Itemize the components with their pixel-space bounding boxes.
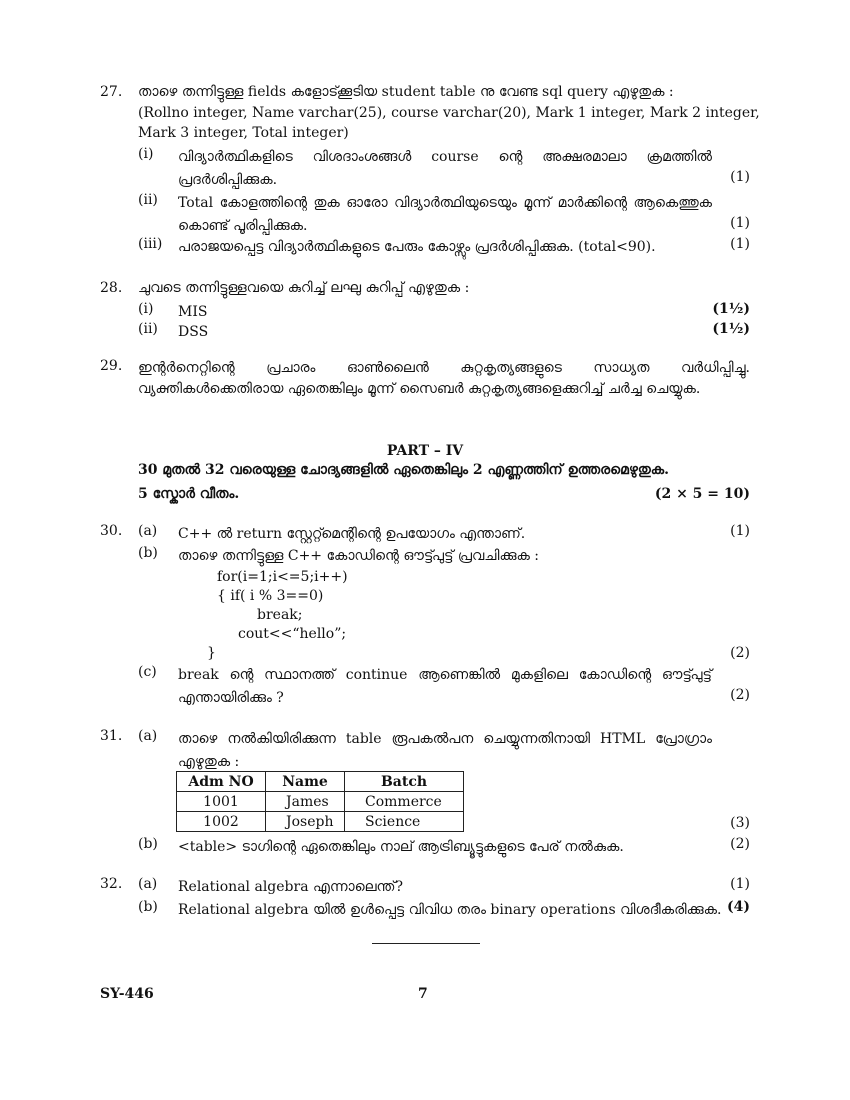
sub-label: (ii) [138, 192, 158, 208]
fields-line-1: (Rollno integer, Name varchar(25), course varchar(20), Mark 1 integer, Mark 2 integer, [138, 105, 760, 121]
sub-text: താഴെ നൽകിയിരിക്കുന്ന table രൂപകൽപന ചെയ്യുന്നതിനായി HTML പ്രോഗ്രാം എഴുതുക : [178, 731, 712, 770]
sub-label: (b) [138, 545, 158, 561]
table-row [177, 792, 464, 812]
question-number: 27. [100, 84, 123, 100]
table-cell: Science [345, 812, 464, 832]
code-line: cout<<“hello”; [238, 626, 347, 642]
admission-table [176, 771, 464, 832]
part-instruction: 30 മുതൽ 32 വരെയുള്ള ചോദ്യങ്ങളിൽ ഏതെങ്കിലും 2 എണ്ണത്തിന് ഉത്തരമെഴുതുക. [138, 462, 670, 478]
sub-label: (i) [138, 146, 154, 162]
mark: (1) [730, 523, 750, 539]
sub-text: C++ ൽ return സ്റ്റേറ്റ്മെന്റിന്റെ ഉപയോഗം എന്താണ്. [178, 526, 526, 542]
sub-label: (b) [138, 899, 158, 915]
question-number: 28. [100, 280, 123, 296]
sub-text: വിദ്യാർത്ഥികളിടെ വിശദാംശങ്ങൾ course ന്റെ അക്ഷരമാലാ ക്രമത്തിൽ പ്രദർശിപ്പിക്കുക. [178, 149, 712, 188]
code-line: { if( i % 3==0) [217, 588, 324, 604]
mark: (2) [730, 687, 750, 703]
code-line: for(i=1;i<=5;i++) [217, 569, 348, 585]
sub-label: (b) [138, 836, 158, 852]
sub-label: (a) [138, 876, 158, 892]
sub-text: Relational algebra യിൽ ഉൾപ്പെട്ട വിവിധ തരം binary operations വിശദീകരിക്കുക. [178, 902, 722, 918]
table-header: Batch [345, 772, 464, 792]
table-cell: James [266, 792, 345, 812]
table-cell: 1002 [177, 812, 266, 832]
question-intro: ചുവടെ തന്നിട്ടുള്ളവയെ കുറിച്ച് ലഘു കുറിപ്പ് എഴുതുക : [138, 280, 470, 296]
question-number: 32. [100, 876, 123, 892]
table-header-row [177, 772, 464, 792]
part-score: 5 സ്കോർ വീതം. [138, 486, 240, 502]
mark: (1) [730, 876, 750, 892]
sub-label: (a) [138, 728, 158, 744]
sub-text: <table> ടാഗിന്റെ ഏതെങ്കിലും നാല് ആട്രിബ്യൂട്ടുകളുടെ പേര് നൽകുക. [178, 839, 624, 855]
mark: (1½) [712, 301, 750, 317]
question-number: 29. [100, 358, 123, 374]
part-title: PART – IV [386, 443, 464, 459]
question-intro: താഴെ തന്നിട്ടുള്ള fields കളോട്ക്കൂടിയ student table നു വേണ്ട sql query എഴുതുക : [138, 84, 674, 100]
mark: (2) [730, 645, 750, 661]
mark: (3) [730, 815, 750, 831]
code-line: break; [257, 607, 303, 623]
sub-label: (iii) [138, 236, 163, 252]
end-divider [372, 943, 480, 944]
part-total: (2 × 5 = 10) [654, 486, 750, 502]
sub-text: Relational algebra എന്നാലെന്ത്? [178, 879, 404, 895]
sub-text: പരാജയപ്പെട്ട വിദ്യാർത്ഥികളുടെ പേരും കോഴ്സും പ്രദർശിപ്പിക്കുക. (total<90). [178, 239, 656, 255]
mark: (1) [730, 236, 750, 252]
table-row [177, 812, 464, 832]
paper-code: SY-446 [100, 986, 154, 1002]
fields-line-2: Mark 3 integer, Total integer) [138, 125, 349, 141]
sub-text: താഴെ തന്നിട്ടുള്ള C++ കോഡിന്റെ ഔട്ട്പുട്ട് പ്രവചിക്കുക : [178, 548, 540, 564]
table-cell: 1001 [177, 792, 266, 812]
code-line: } [207, 645, 216, 661]
mark: (1) [730, 215, 750, 231]
mark: (1) [730, 169, 750, 185]
sub-label: (i) [138, 301, 154, 317]
question-number: 30. [100, 523, 123, 539]
sub-label: (ii) [138, 321, 158, 337]
mark: (2) [730, 836, 750, 852]
question-text: ഇന്റർനെറ്റിന്റെ പ്രചാരം ഓൺലൈൻ കുറ്റകൃത്യങ്ങളുടെ സാധ്യത വർധിപ്പിച്ചു. വ്യക്തികൾക്കെതിരായ ഏതെങ്കിലും മൂന്ന് സൈബർ കുറ്റകൃത്യങ്ങളെക്കുറിച്ച് ചർച്ച ചെയ്യുക. [138, 360, 750, 397]
sub-text: MIS [178, 304, 208, 320]
table-header: Name [266, 772, 345, 792]
table-cell: Joseph [266, 812, 345, 832]
sub-text: break ന്റെ സ്ഥാനത്ത് continue ആണെങ്കിൽ മുകളിലെ കോഡിന്റെ ഔട്ട്പുട്ട് എന്തായിരിക്കും ? [178, 667, 712, 706]
sub-text: DSS [178, 324, 209, 340]
sub-text: Total കോളത്തിന്റെ തുക ഓരോ വിദ്യാർത്ഥിയുടെയും മൂന്ന് മാർക്കിന്റെ ആകെത്തുക കൊണ്ട് പൂരിപ്പിക്കുക. [178, 195, 712, 234]
mark: (4) [727, 899, 750, 915]
table-cell: Commerce [345, 792, 464, 812]
table-header: Adm NO [177, 772, 266, 792]
question-number: 31. [100, 728, 123, 744]
page-number: 7 [418, 986, 428, 1002]
sub-label: (c) [138, 664, 157, 680]
sub-label: (a) [138, 523, 158, 539]
mark: (1½) [712, 321, 750, 337]
